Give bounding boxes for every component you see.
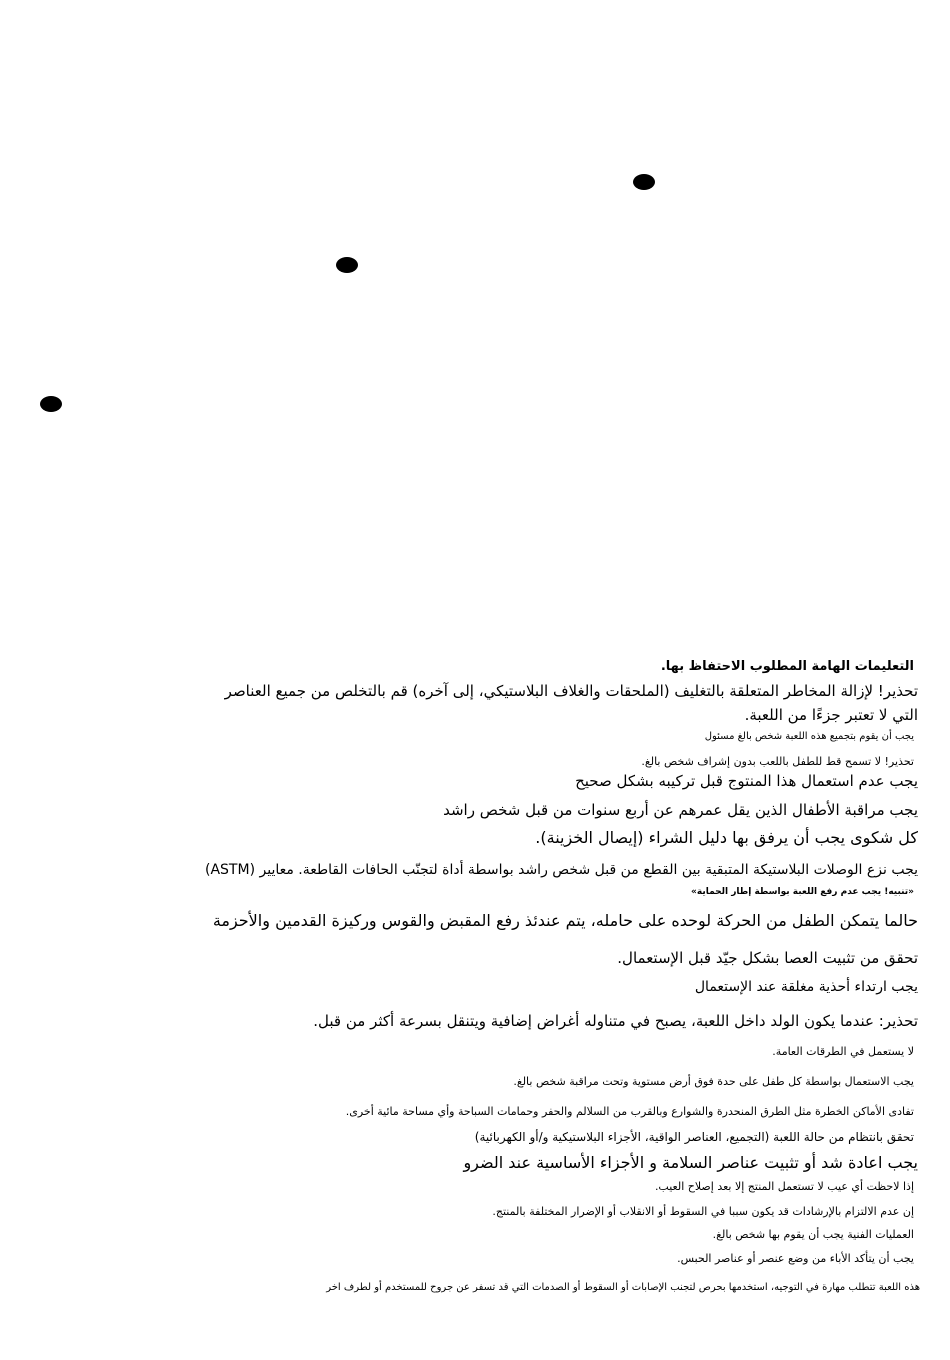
instruction-line: يجب أن يقوم بتجميع هذه اللعبة شخص بالغ مسئول: [704, 731, 914, 742]
instruction-line: تحذير! لا تسمح قط للطفل باللعب بدون إشراف شخص بالغ.: [641, 755, 914, 768]
instruction-line: تحذير! لإزالة المخاطر المتعلقة بالتغليف (الملحقات والغلاف البلاستيكي، إلى آخره) قم بالتخلص من جميع العناصر: [224, 682, 918, 700]
instruction-line: يجب أن يتأكد الأباء من وضع عنصر أو عناصر الحبس.: [677, 1252, 914, 1265]
instruction-line: تحقق بانتظام من حالة اللعبة (التجميع، العناصر الواقية، الأجزاء البلاستيكية و/أو الكهربائية): [474, 1130, 914, 1144]
instruction-line: إن عدم الالتزام بالإرشادات قد يكون سببا في السقوط أو الانقلاب أو الإضرار المختلفة بالمنتج.: [492, 1205, 914, 1218]
instruction-line: كل شكوى يجب أن يرفق بها دليل الشراء (إيصال الخزينة).: [535, 828, 918, 847]
instruction-line: يجب اعادة شد أو تثبيت عناصر السلامة و الأجزاء الأساسية عند الضرو: [463, 1153, 918, 1172]
marker-dot: [40, 396, 62, 412]
instruction-line: لا يستعمل في الطرقات العامة.: [772, 1045, 914, 1058]
instruction-line: تفادى الأماكن الخطرة مثل الطرق المنحدرة والشوارع وبالقرب من السلالم والحفر وحمامات السباحة وأي مساحة مائية أخرى.: [345, 1105, 914, 1118]
instruction-line: يجب الاستعمال بواسطة كل طفل على حدة فوق أرض مستوية وتحت مراقبة شخص بالغ.: [513, 1075, 914, 1088]
instruction-line: يجب مراقبة الأطفال الذين يقل عمرهم عن أربع سنوات من قبل شخص راشد: [443, 801, 918, 819]
instructions-heading: التعليمات الهامة المطلوب الاحتفاظ بها.: [660, 659, 914, 674]
instruction-line: العمليات الفنية يجب أن يقوم بها شخص بالغ.: [712, 1228, 914, 1241]
instruction-line: يجب ارتداء أحذية مغلقة عند الإستعمال: [694, 979, 918, 995]
marker-dot: [336, 257, 358, 273]
instruction-line: يجب عدم استعمال هذا المنتوج قبل تركيبه بشكل صحيح: [575, 772, 918, 790]
instruction-line: حالما يتمكن الطفل من الحركة لوحده على حامله، يتم عندئذ رفع المقبض والقوس وركيزة القدمين والأحزمة: [212, 911, 918, 930]
instruction-line: يجب نزع الوصلات البلاستيكة المتبقية بين القطع من قبل شخص راشد بواسطة أداة لتجنّب الحافات القاطعة. معايير (ASTM): [205, 862, 918, 878]
instruction-line: هذه اللعبة تتطلب مهارة في التوجيه، استخدمها بحرص لتجنب الإصابات أو السقوط أو الصدمات التي قد تسفر عن جروح للمستخدم أو لطرف اخر: [326, 1282, 920, 1293]
instruction-line: تحذير: عندما يكون الولد داخل اللعبة، يصبح في متناوله أغراض إضافية ويتنقل بسرعة أكثر من قبل.: [313, 1012, 918, 1030]
instruction-line: تحقق من تثبيت العصا بشكل جيّد قبل الإستعمال.: [617, 949, 918, 967]
instruction-line: «تنبيه! يجب عدم رفع اللعبة بواسطة إطار الحماية»: [691, 887, 914, 897]
marker-dot: [633, 174, 655, 190]
instruction-line: التي لا تعتبر جزءًا من اللعبة.: [744, 706, 918, 724]
instruction-line: إذا لاحظت أي عيب لا تستعمل المنتج إلا بعد إصلاح العيب.: [654, 1180, 914, 1193]
